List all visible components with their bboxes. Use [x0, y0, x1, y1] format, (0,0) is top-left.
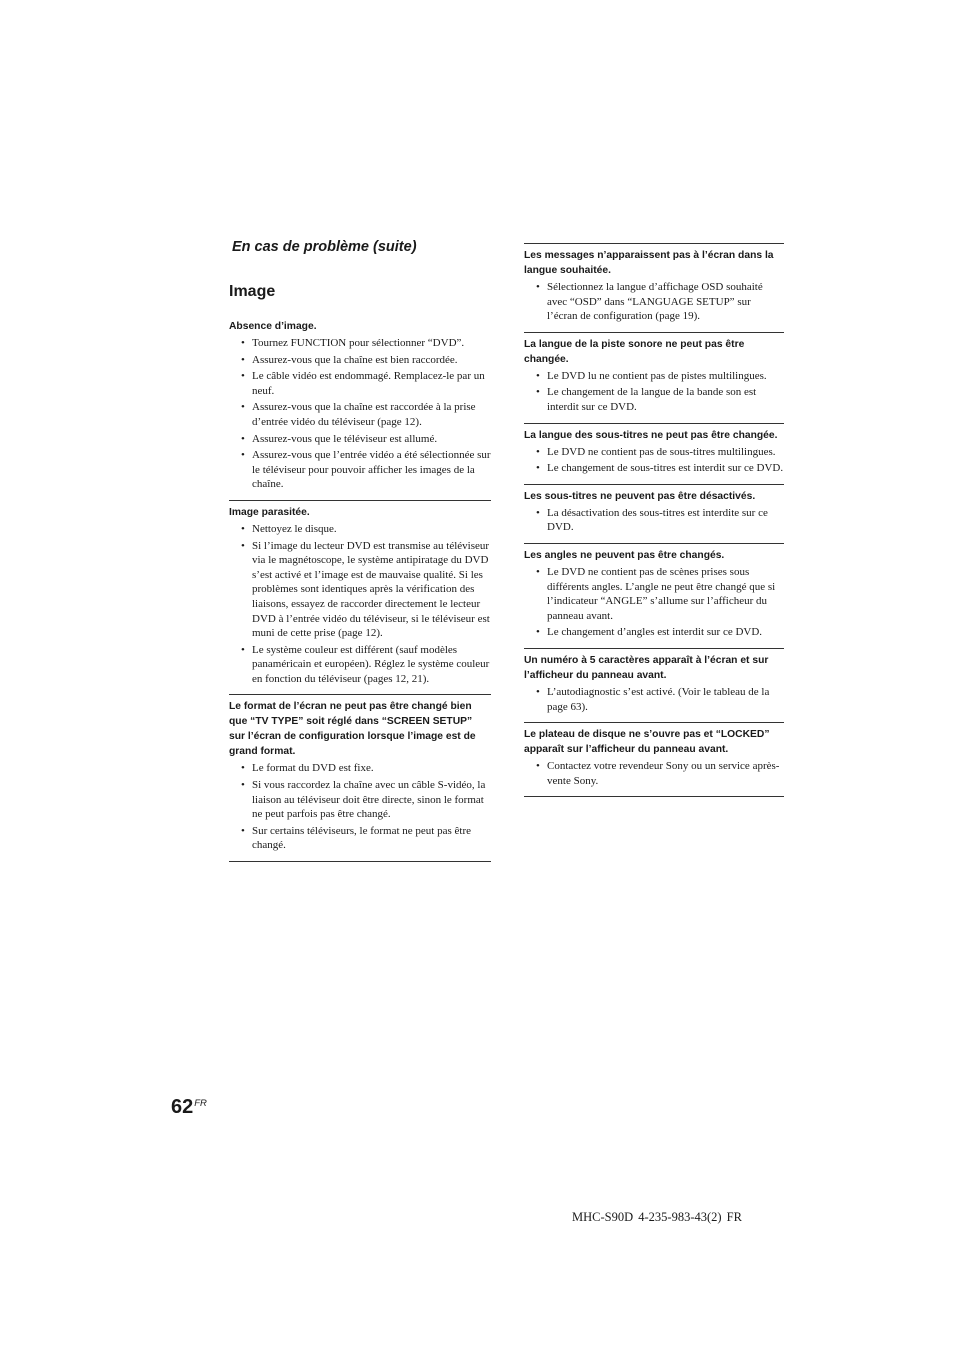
solution-item: • Sur certains téléviseurs, le format ne peut pas être changé.	[229, 824, 491, 853]
left-column	[229, 318, 491, 862]
solution-list	[229, 522, 491, 687]
problem-heading: La langue des sous-titres ne peut pas être changée.	[524, 429, 778, 441]
problem-entry	[229, 695, 491, 862]
solution-item: • Contactez votre revendeur Sony ou un service après-vente Sony.	[524, 759, 784, 788]
solution-item: • Le câble vidéo est endommagé. Remplacez-le par un neuf.	[229, 369, 491, 398]
problem-heading: Le plateau de disque ne s’ouvre pas et “LOCKED” apparaît sur l’afficheur du panneau avant.	[524, 729, 770, 756]
solution-list	[524, 685, 784, 714]
solution-item: • Assurez-vous que la chaîne est bien raccordée.	[229, 353, 491, 368]
solution-list	[524, 565, 784, 640]
solution-item: • Le changement d’angles est interdit sur ce DVD.	[524, 625, 784, 640]
solution-list	[524, 759, 784, 788]
solution-list	[524, 369, 784, 415]
problem-entry	[524, 333, 784, 424]
solution-list	[524, 506, 784, 535]
problem-entry	[524, 485, 784, 544]
solution-item: • L’autodiagnostic s’est activé. (Voir le tableau de la page 63).	[524, 685, 784, 714]
solution-item: • Le système couleur est différent (sauf modèles panaméricain et européen). Réglez le système couleur en fonction du téléviseur (pages 12, 21).	[229, 643, 491, 687]
problem-entry	[229, 501, 491, 696]
solution-list	[229, 761, 491, 853]
right-column	[524, 243, 784, 797]
running-head: En cas de problème (suite)	[232, 239, 417, 255]
solution-item: • Sélectionnez la langue d’affichage OSD souhaité avec “OSD” dans “LANGUAGE SETUP” sur l’écran de configuration (page 19).	[524, 280, 784, 324]
problem-entry	[524, 723, 784, 797]
solution-item: • Le format du DVD est fixe.	[229, 761, 491, 776]
solution-item: • Si l’image du lecteur DVD est transmise au téléviseur via le magnétoscope, le système antipiratage du DVD s’est activé et l’image est de mauvaise qualité. Si les problèmes sont identiques après la vérification des liaisons, essayez de raccorder directement le lecteur DVD à l’entrée vidéo du téléviseur, si le téléviseur est muni de cette prise (page 12).	[229, 539, 491, 641]
solution-item: • Assurez-vous que l’entrée vidéo a été sélectionnée sur le téléviseur pour pouvoir afficher les images de la chaîne.	[229, 448, 491, 492]
solution-item: • La désactivation des sous-titres est interdite sur ce DVD.	[524, 506, 784, 535]
problem-heading: Un numéro à 5 caractères apparaît à l’écran et sur l’afficheur du panneau avant.	[524, 654, 769, 681]
solution-item: • Le DVD lu ne contient pas de pistes multilingues.	[524, 369, 784, 384]
problem-heading: Absence d’image.	[229, 321, 317, 332]
solution-item: • Assurez-vous que le téléviseur est allumé.	[229, 432, 491, 447]
solution-item: • Le changement de la langue de la bande son est interdit sur ce DVD.	[524, 385, 784, 414]
model-code: MHC-S90D 4-235-983-43(2) FR	[572, 1210, 742, 1224]
solution-item: • Assurez-vous que la chaîne est raccordée à la prise d’entrée vidéo du téléviseur (page 12).	[229, 400, 491, 429]
problem-entry	[524, 544, 784, 649]
problem-heading: Les sous-titres ne peuvent pas être désactivés.	[524, 490, 756, 502]
problem-heading: Les messages n’apparaissent pas à l’écran dans la langue souhaitée.	[524, 250, 774, 276]
problem-entry	[524, 244, 784, 333]
page-number	[171, 1096, 207, 1119]
page-number-value: 62	[171, 1096, 194, 1118]
section-title: Image	[229, 283, 276, 300]
solution-item: • Tournez FUNCTION pour sélectionner “DVD”.	[229, 336, 491, 351]
problem-entry	[524, 649, 784, 723]
solution-list	[229, 336, 491, 492]
solution-item: • Le DVD ne contient pas de scènes prises sous différents angles. L’angle ne peut être changé que si l’indicateur “ANGLE” s’allume sur l’afficheur du panneau avant.	[524, 565, 784, 623]
solution-item: • Nettoyez le disque.	[229, 522, 491, 537]
page-language-suffix: FR	[194, 1098, 207, 1109]
solution-item: • Le DVD ne contient pas de sous-titres multilingues.	[524, 445, 784, 460]
problem-entry	[229, 318, 491, 501]
solution-item: • Le changement de sous-titres est interdit sur ce DVD.	[524, 461, 784, 476]
problem-heading: Le format de l’écran ne peut pas être changé bien que “TV TYPE” soit réglé dans “SCREEN SETUP” sur l’écran de configuration lorsque l’image est de grand format.	[229, 701, 476, 758]
problem-heading: La langue de la piste sonore ne peut pas être changée.	[524, 338, 745, 365]
problem-entry	[524, 424, 784, 485]
solution-list	[524, 280, 784, 324]
solution-list	[524, 445, 784, 476]
problem-heading: Image parasitée.	[229, 506, 310, 518]
problem-heading: Les angles ne peuvent pas être changés.	[524, 549, 725, 561]
solution-item: • Si vous raccordez la chaîne avec un câble S-vidéo, la liaison au téléviseur doit être directe, sinon le format ne peut parfois pas être changé.	[229, 778, 491, 822]
